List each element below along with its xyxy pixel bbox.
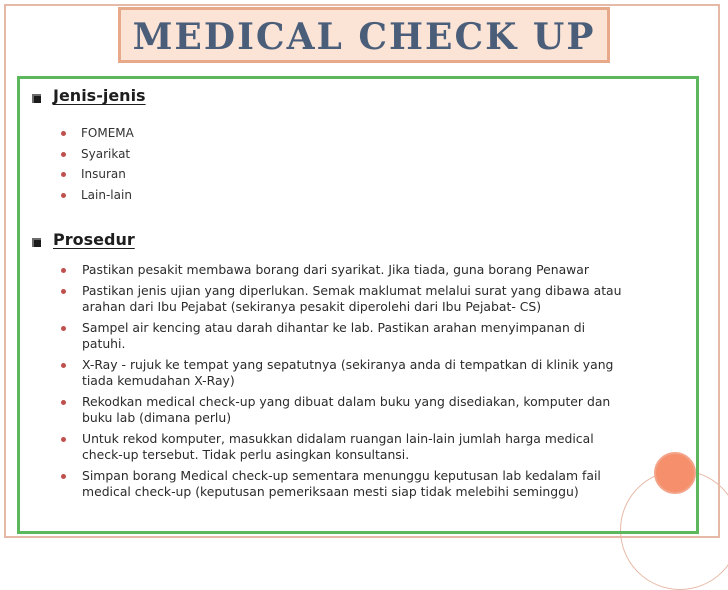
procedure-item	[60, 431, 700, 464]
title-banner	[118, 7, 610, 63]
jenis-list	[60, 123, 134, 205]
procedure-line: arahan dari Ibu Pejabat (sekiranya pesakit diperolehi dari Ibu Pejabat- CS)	[82, 299, 542, 314]
list-item: Syarikat	[60, 144, 134, 165]
section-heading-jenis: Jenis-jenis	[53, 86, 146, 105]
procedure-line: Untuk rekod komputer, masukkan didalam ruangan lain-lain jumlah harga medical	[82, 430, 594, 446]
procedure-line: Simpan borang Medical check-up sementara menunggu keputusan lab kedalam fail	[82, 467, 601, 483]
procedure-item	[60, 468, 700, 501]
square-bullet-icon	[32, 94, 41, 103]
list-item: Insuran	[60, 164, 134, 185]
slide-title: MEDICAL CHECK UP	[132, 16, 596, 58]
procedure-line: tiada kemudahan X-Ray)	[82, 373, 235, 388]
procedure-item	[60, 262, 700, 279]
procedure-line: Pastikan pesakit membawa borang dari syarikat. Jika tiada, guna borang Penawar	[82, 262, 589, 277]
procedure-line: patuhi.	[82, 336, 126, 351]
procedure-line: X-Ray - rujuk ke tempat yang sepatutnya (sekiranya anda di tempatkan di klinik yang	[82, 356, 614, 372]
list-item: FOMEMA	[60, 123, 134, 144]
procedure-item	[60, 394, 700, 427]
section-heading-prosedur: Prosedur	[53, 230, 135, 249]
decorative-circle	[654, 452, 696, 494]
procedure-line: Rekodkan medical check-up yang dibuat dalam buku yang disediakan, komputer dan	[82, 393, 611, 409]
procedure-line: check-up tersebut. Tidak perlu asingkan konsultansi.	[82, 447, 410, 462]
procedure-line: Sampel air kencing atau darah dihantar ke lab. Pastikan arahan menyimpanan di	[82, 319, 586, 335]
list-item: Lain-lain	[60, 185, 134, 206]
procedure-item	[60, 320, 700, 353]
procedure-item	[60, 283, 700, 316]
procedure-line: medical check-up (keputusan pemeriksaan mesti siap tidak melebihi seminggu)	[82, 484, 579, 499]
procedure-line: Pastikan jenis ujian yang diperlukan. Semak maklumat melalui surat yang dibawa atau	[82, 282, 622, 298]
procedure-line: buku lab (dimana perlu)	[82, 410, 232, 425]
square-bullet-icon	[32, 238, 41, 247]
procedure-item	[60, 357, 700, 390]
prosedur-list	[60, 262, 700, 505]
